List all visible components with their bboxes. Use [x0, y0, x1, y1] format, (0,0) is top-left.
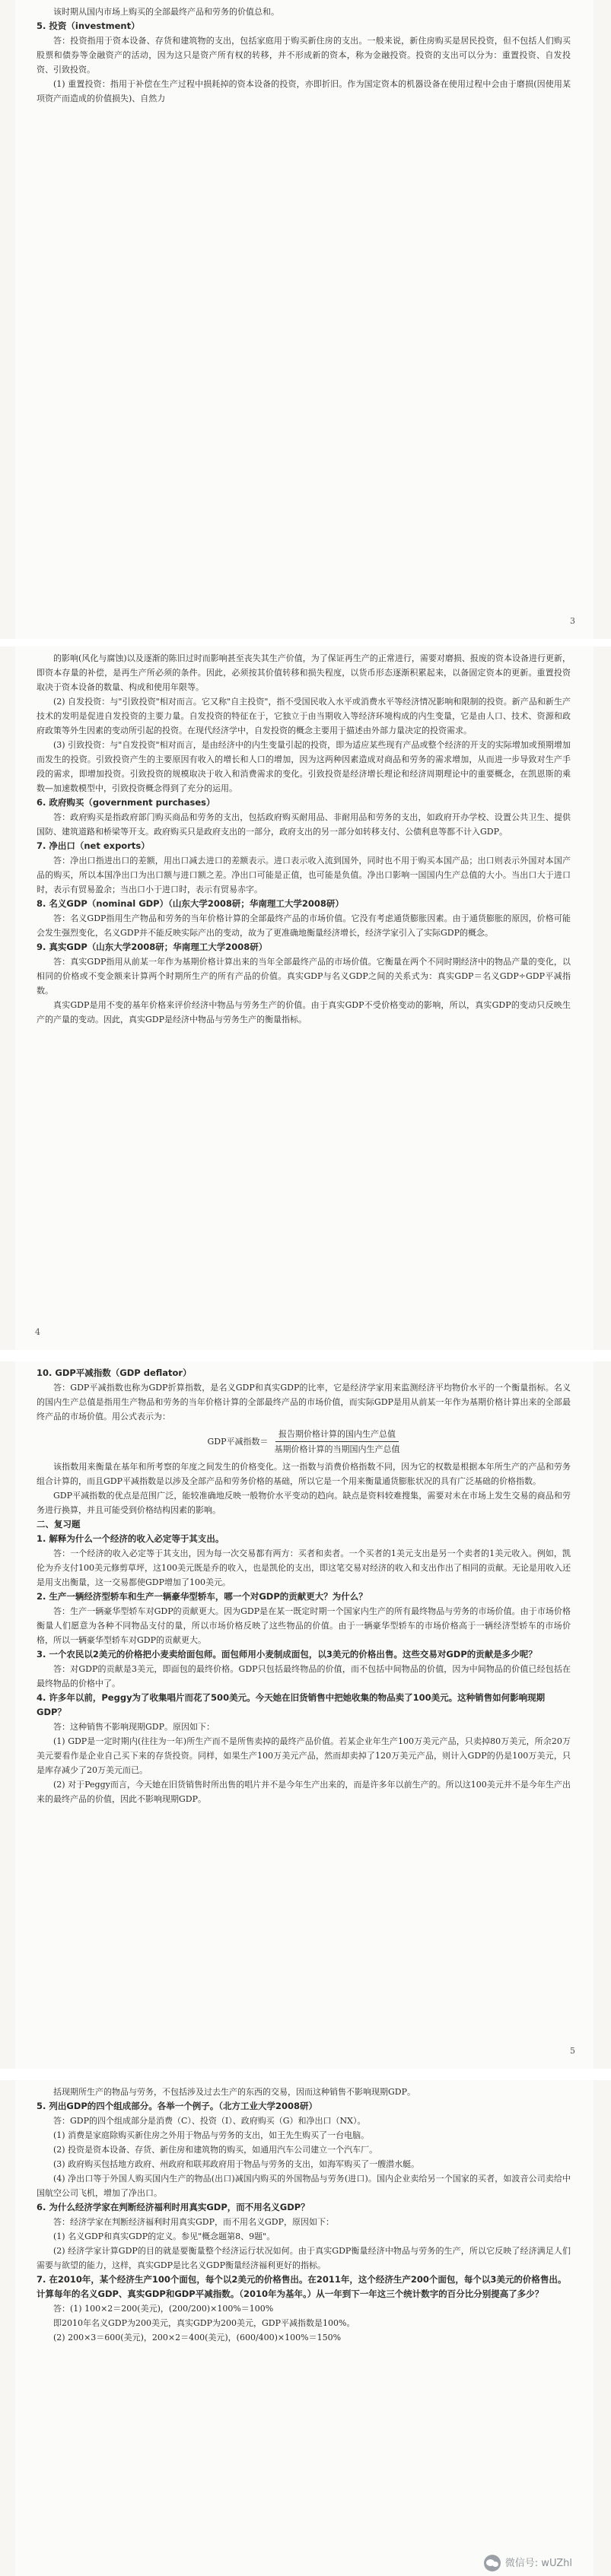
paragraph: 答：政府购买是指政府部门购买商品和劳务的支出，包括政府购买耐用品、非耐用品和劳务的支出，如政府开办学校、设置公共卫生、提供国防、建筑道路和桥梁等开支。政府购买只是政府支出的一部分，政府支出的另一部分如转移支付、公债利息等都不计入GDP。 — [37, 812, 571, 837]
paragraph: (1) GDP是一定时期内(往往为一年)所生产而不是所售卖掉的最终产品价值。若某企业年生产100万美元产品，只卖掉80万美元，所余20万美元要看作是企业自己买下来的存货投资。同样，如果生产100万美元产品，然而却卖掉了120万美元产品，则计入GDP的仍是100万美元，只是库存减少了20万美元而已。 — [37, 1736, 571, 1775]
section-heading: 10. GDP平减指数（GDP deflator） — [37, 1367, 192, 1378]
section-heading: 5. 列出GDP的四个组成部分。各举一个例子。（北方工业大学2008研） — [37, 2101, 318, 2111]
paragraph: (1) 名义GDP和真实GDP的定义。参见"概念题第8、9题"。 — [53, 2231, 275, 2241]
paragraph: (1) 消费是家庭除购买新住房之外用于物品与劳务的支出，如王先生购买了一台电脑。 — [53, 2130, 370, 2140]
section-heading: 6. 为什么经济学家在判断经济福利时用真实GDP，而不用名义GDP？ — [37, 2202, 310, 2212]
document-page-4 — [15, 2080, 593, 2576]
paragraph: (2) 200×3＝600(美元)，200×2＝400(美元)，(600/400)×100%＝150% — [53, 2333, 342, 2343]
paragraph: 答：生产一辆豪华型轿车对GDP的贡献更大。因为GDP是在某一既定时期一个国家内生产的所有最终物品与劳务的市场价值。由于市场价格衡量人们愿意为各种不同物品支付的量，所以市场价格反映了这些物品的价值。由于一辆豪华型轿车的市场价格高于一辆经济型轿车的市场价格，所以一辆豪华型轿车对GDP的贡献更大。 — [37, 1606, 571, 1645]
section-heading: 3. 一个农民以2美元的价格把小麦卖给面包师。面包师用小麦制成面包，以3美元的价格出售。这些交易对GDP的贡献是多少呢？ — [37, 1649, 537, 1660]
paragraph: (2) 投资是资本设备、存货、新住房和建筑物的购买，如通用汽车公司建立一个汽车厂。 — [53, 2145, 378, 2155]
paragraph: 答：对GDP的贡献是3美元，即面包的最终价格。GDP只包括最终物品的价值，而不包括中间物品的价值，因为中间物品的价值已经包括在最终物品的价格中了。 — [37, 1664, 571, 1688]
paragraph: (3) 政府购买包括地方政府、州政府和联邦政府用于物品与劳务的支出，如海军购买了一艘潜水艇。 — [53, 2159, 420, 2169]
paragraph: 答：经济学家在判断经济福利时用真实GDP，而不用名义GDP，原因如下： — [53, 2217, 335, 2227]
paragraph: 括现期所生产的物品与劳务，不包括涉及过去生产的东西的交易，因而这种销售不影响现期GDP。 — [53, 2087, 416, 2097]
section-heading: 6. 政府购买（government purchases） — [37, 797, 215, 808]
paragraph: 答：投资指用于资本设备、存货和建筑物的支出，包括家庭用于购买新住房的支出。一般来说，新住房购买是居民投资，但不包括人们购买股票和债券等金融资产的活动，因为这只是资产所有权的转移，并不形成新的资本，称为金融投资。投资的支出可以分为：重置投资、自发投资、引致投资。 — [37, 36, 571, 75]
paragraph: 真实GDP是用不变的基年价格来评价经济中物品与劳务生产的价值。由于真实GDP不受价格变动的影响，所以，真实GDP的变动只反映生产的产量的变动。因此，真实GDP是经济中物品与劳务生产的衡量指标。 — [37, 1000, 571, 1024]
paragraph: 答：一个经济的收入必定等于其支出，因为每一次交易都有两方：买者和卖者。一个买者的1美元支出是另一个卖者的1美元收入。例如，凯伦为乔支付100美元修剪草坪，这100美元既是乔的收入，也是凯伦的支出，即这笔交易对经济的收入和支出作出了相同的贡献。无论是用收入还是用支出衡量，这一交易都使GDP增加了100美元。 — [37, 1548, 571, 1587]
section-heading: 5. 投资（investment） — [37, 21, 140, 31]
paragraph: 答：这种销售不影响现期GDP。原因如下： — [53, 1722, 215, 1732]
watermark-text: 微信号: wUZhl — [504, 2557, 572, 2569]
paragraph: GDP平减指数的优点是范围广泛，能较准确地反映一般物价水平变动的趋向。缺点是资料较难搜集，需要对未在市场上发生交易的商品和劳务进行换算，并且可能受到价格结构因素的影响。 — [37, 1491, 571, 1515]
paragraph: 答：GDP平减指数也称为GDP折算指数，是名义GDP和真实GDP的比率，它是经济学家用来监测经济平均物价水平的一个衡量指标。名义的国内生产总值是指用生产物品和劳务的当年价格计算的全部最终产品的市场价值，而实际GDP是用从前某一年作为基期价格计算出来的全部最终产品的市场价值。用公式表示为： — [37, 1383, 571, 1421]
page-number: 3 — [570, 616, 575, 626]
paragraph: 该指数用来衡量在基年和所考察的年度之间发生的价格变化。这一指数与消费价格指数不同，因为它的权数是根据本年所生产的产品和劳务组合计算的，而且GDP平减指数是以涉及全部产品和劳务价格的基础，所以它是一个用来衡量通货膨胀状况的具有广泛基础的价格指数。 — [37, 1462, 571, 1486]
paragraph: 答：名义GDP指用生产物品和劳务的当年价格计算的全部最终产品的市场价值。它没有考虑通货膨胀因素。由于通货膨胀的原因，价格可能会发生强烈变化，名义GDP并不能反映实际产出的变动，故为了更准确地衡量经济增长，经济学家引入了实际GDP的概念。 — [37, 913, 571, 938]
document-page-2 — [15, 646, 593, 1350]
formula-label: GDP平减指数＝ — [207, 1437, 269, 1447]
section-heading: 二、复习题 — [37, 1519, 81, 1529]
formula-numerator: 报告期价格计算的国内生产总值 — [275, 1427, 399, 1442]
document-page-3 — [15, 1361, 593, 2069]
page-gap — [0, 2069, 611, 2080]
paragraph: (2) 自发投资：与"引致投资"相对而言。它又称"自主投资"，指不受国民收入水平或消费水平等经济情况影响和限制的投资。新产品和新生产技术的发明是促进自发投资的主要力量。自发投资的特征在于，它独立于由当期收入等经济环境构成的内生变量，它是由人口、技术、资源和政府政策等外生因素的变动所引起的投资。在现代经济学中，自发投资的概念主要用于描述由外部力量决定的投资需求。 — [37, 697, 571, 735]
page-gap — [0, 639, 611, 646]
paragraph: 该时期从国内市场上购买的全部最终产品和劳务的价值总和。 — [53, 7, 279, 17]
paragraph: 即2010年名义GDP为200美元，真实GDP为200美元，GDP平减指数是100%。 — [53, 2318, 355, 2328]
page-number: 5 — [570, 2046, 575, 2056]
paragraph: 答：(1) 100×2＝200(美元)，(200/200)×100%＝100% — [53, 2304, 274, 2314]
document-page-1 — [15, 0, 593, 639]
gdp-deflator-formula — [37, 1427, 571, 1456]
paragraph: (4) 净出口等于外国人购买国内生产的物品(出口)减国内购买的外国物品与劳务(进口)。国内企业卖给另一个国家的买者，如波音公司卖给中国航空公司飞机，增加了净出口。 — [37, 2174, 571, 2198]
paragraph: 答：净出口指进出口的差额，用出口减去进口的差额表示。进口表示收入流到国外，同时也不用于购买本国产品；出口则表示外国对本国产品的购买，所以本国净出口为出口额与进口额之差。净出口可能是正值，也可能是负值。净出口影响一国国内生产总值的大小。当出口大于进口时，表示有贸易盈余；当出口小于进口时，表示有贸易赤字。 — [37, 856, 571, 894]
wechat-icon — [484, 2555, 501, 2571]
paragraph: (1) 重置投资：指用于补偿在生产过程中损耗掉的资本设备的投资，亦即折旧。作为国定资本的机器设备在使用过程中会由于磨损(因使用某项资产而造成的价值损失)、自然力 — [37, 79, 571, 103]
wechat-watermark — [484, 2555, 572, 2571]
page-gap — [0, 1350, 611, 1361]
paragraph: 答：GDP的四个组成部分是消费（C）、投资（I）、政府购买（G）和净出口（NX）。 — [53, 2116, 366, 2126]
paragraph: 的影响(风化与腐蚀)以及逐渐的陈旧过时而影响甚至丧失其生产价值，为了保证再生产的正常进行，需要对磨损、报废的资本设备进行更新，即资本存量的补偿，是再生产所必须的条件。因此，必须按其价值转移和损失程度，以货币形态逐渐积累起来，以备固定资本的更新。重置投资取决于资本设备的数量、构成和使用年限等。 — [37, 653, 571, 692]
section-heading: 9. 真实GDP（山东大学2008研；华南理工大学2008研） — [37, 942, 268, 952]
section-heading: 1. 解释为什么一个经济的收入必定等于其支出。 — [37, 1533, 224, 1544]
section-heading: 7. 净出口（net exports） — [37, 840, 150, 851]
page-number: 4 — [35, 1327, 40, 1337]
section-heading: 7. 在2010年，某个经济生产100个面包，每个以2美元的价格售出。在2011年，这个经济生产200个面包，每个以3美元的价格售出。计算每年的名义GDP、真实GDP和GDP平减指数。（2010年为基年。）从一年到下一年这三个统计数字的百分比分别提高了多少？ — [37, 2274, 567, 2299]
formula-fraction — [275, 1427, 400, 1456]
formula-denominator: 基期价格计算的当期国内生产总值 — [274, 1444, 400, 1454]
section-heading: 2. 生产一辆经济型轿车和生产一辆豪华型轿车，哪一个对GDP的贡献更大？为什么？ — [37, 1591, 368, 1602]
paragraph: (2) 对于Peggy而言，今天她在旧货销售时所出售的唱片并不是今年生产出来的，而是许多年以前生产的。所以这100美元并不是今年生产出来的最终产品的价值，因此不影响现期GDP。 — [37, 1780, 571, 1804]
section-heading: 8. 名义GDP（nominal GDP）（山东大学2008研；华南理工大学2008研） — [37, 898, 344, 909]
paragraph: 答：真实GDP指用从前某一年作为基期价格计算出来的当年全部最终产品的市场价值。它衡量在两个不同时期经济中的物品产量的变化，以相同的价格或不变金额来计算两个时期所生产的所有产品的价值。真实GDP与名义GDP之间的关系式为：真实GDP＝名义GDP÷GDP平减指数。 — [37, 957, 571, 996]
section-heading: 4. 许多年以前，Peggy为了收集唱片而花了500美元。今天她在旧货销售中把她收集的物品卖了100美元。这种销售如何影响现期GDP？ — [37, 1692, 546, 1717]
paragraph: (2) 经济学家计算GDP的目的就是要衡量整个经济运行状况如何。由于真实GDP衡量经济中物品与劳务的生产，所以它反映了经济满足人们需要与欲望的能力，这样，真实GDP是比名义GDP衡量经济福利更好的指标。 — [37, 2246, 571, 2270]
paragraph: (3) 引致投资：与"自发投资"相对而言，是由经济中的内生变量引起的投资，即为适应某些现有产品或整个经济的开支的实际增加或预期增加而发生的投资。引致投资产生的主要原因有收入的增长和人口的增加，因为这两种因素造成对商品和劳务的需求增加，从而进一步导致对生产手段的需求，即增加投资。引致投资的规模取决于收入和消费需求的变化。引致投资是经济增长理论和经济周期理论中的重要概念，在凯恩斯的乘数—加速数模型中，引致投资概念得到了充分的运用。 — [37, 740, 571, 793]
